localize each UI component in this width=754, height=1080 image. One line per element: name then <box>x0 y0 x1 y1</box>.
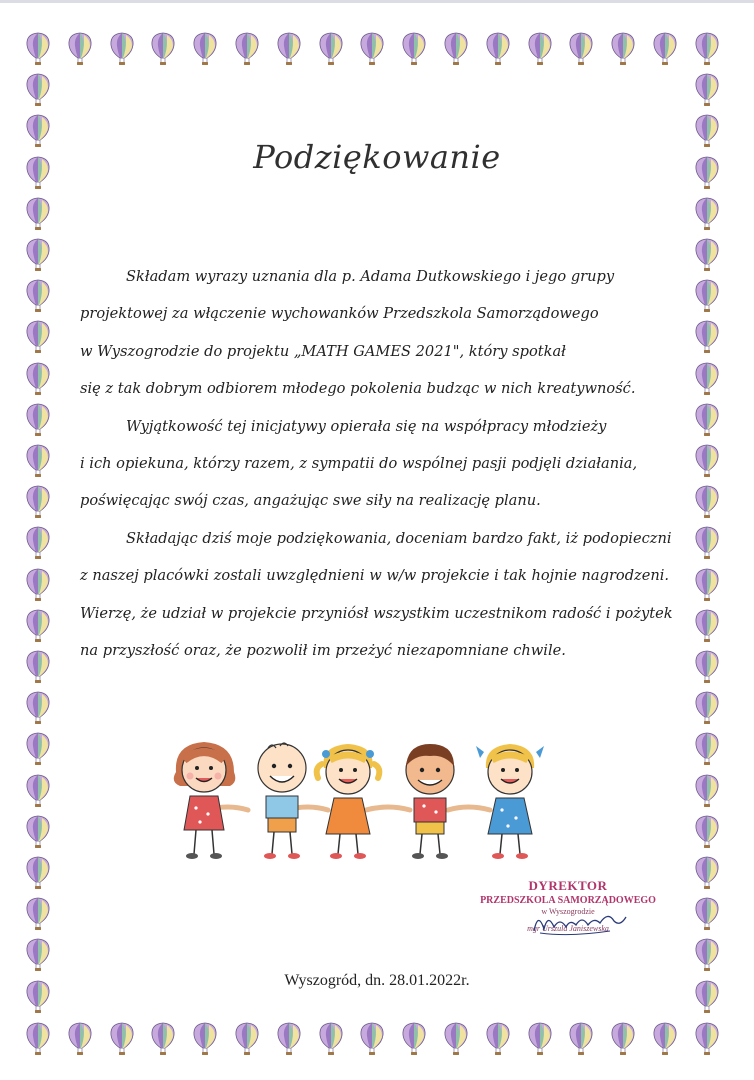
document-title: Podziękowanie <box>253 138 501 176</box>
hot-air-balloon-icon <box>485 32 511 66</box>
hot-air-balloon-icon <box>694 238 720 272</box>
hot-air-balloon-icon <box>25 691 51 725</box>
hot-air-balloon-icon <box>527 1022 553 1056</box>
hot-air-balloon-icon <box>694 856 720 890</box>
paragraph-1 <box>80 258 680 408</box>
hot-air-balloon-icon <box>25 815 51 849</box>
hot-air-balloon-icon <box>694 485 720 519</box>
date-line: Wyszogród, dn. 28.01.2022r. <box>284 972 470 989</box>
hot-air-balloon-icon <box>25 1022 51 1056</box>
text-line: projektowej za włączenie wychowanków Przedszkola Samorządowego <box>80 305 599 323</box>
hot-air-balloon-icon <box>25 485 51 519</box>
hot-air-balloon-icon <box>443 32 469 66</box>
paragraph-3 <box>80 520 680 670</box>
hot-air-balloon-icon <box>192 1022 218 1056</box>
hot-air-balloon-icon <box>694 320 720 354</box>
hot-air-balloon-icon <box>610 1022 636 1056</box>
hot-air-balloon-icon <box>25 609 51 643</box>
text-line: Wierzę, że udział w projekcie przyniósł wszystkim uczestnikom radość i pożytek <box>80 604 673 622</box>
hot-air-balloon-icon <box>694 444 720 478</box>
text-line: się z tak dobrym odbiorem młodego pokolenia budząc w nich kreatywność. <box>80 380 636 398</box>
text-line: Wyjątkowość tej inicjatywy opierała się na współpracy młodzieży <box>126 417 607 435</box>
text-line: z naszej placówki zostali uwzględnieni w w/w projekcie i tak hojnie nagrodzeni. <box>80 567 670 585</box>
hot-air-balloon-icon <box>694 403 720 437</box>
hot-air-balloon-icon <box>568 32 594 66</box>
paragraph-2 <box>80 408 680 520</box>
hot-air-balloon-icon <box>694 197 720 231</box>
letter-body <box>80 258 680 669</box>
text-line: Składając dziś moje podziękowania, doceniam bardzo fakt, iż podopieczni <box>126 529 672 547</box>
stamp-organization: PRZEDSZKOLA SAMORZĄDOWEGO <box>480 895 656 906</box>
hot-air-balloon-icon <box>25 774 51 808</box>
child-figure <box>174 742 236 859</box>
hot-air-balloon-icon <box>25 526 51 560</box>
hot-air-balloon-icon <box>25 856 51 890</box>
hot-air-balloon-icon <box>401 32 427 66</box>
hot-air-balloon-icon <box>25 732 51 766</box>
hot-air-balloon-icon <box>25 897 51 931</box>
stamp-city: w Wyszogrodzie <box>541 907 595 916</box>
hot-air-balloon-icon <box>192 32 218 66</box>
hot-air-balloon-icon <box>318 32 344 66</box>
hot-air-balloon-icon <box>694 609 720 643</box>
hot-air-balloon-icon <box>401 1022 427 1056</box>
hot-air-balloon-icon <box>694 938 720 972</box>
hot-air-balloon-icon <box>25 444 51 478</box>
hot-air-balloon-icon <box>67 32 93 66</box>
hot-air-balloon-icon <box>25 938 51 972</box>
hot-air-balloon-icon <box>67 1022 93 1056</box>
hot-air-balloon-icon <box>234 1022 260 1056</box>
hot-air-balloon-icon <box>694 32 720 66</box>
hot-air-balloon-icon <box>694 1022 720 1056</box>
child-figure <box>476 744 544 859</box>
hot-air-balloon-icon <box>25 403 51 437</box>
hot-air-balloon-icon <box>568 1022 594 1056</box>
hot-air-balloon-icon <box>25 279 51 313</box>
text-line: i ich opiekuna, którzy razem, z sympatii do wspólnej pasji podjęli działania, <box>80 455 638 473</box>
hot-air-balloon-icon <box>109 1022 135 1056</box>
hot-air-balloon-icon <box>694 815 720 849</box>
hot-air-balloon-icon <box>359 1022 385 1056</box>
hot-air-balloon-icon <box>359 32 385 66</box>
handwritten-signature <box>530 905 630 939</box>
hot-air-balloon-icon <box>234 32 260 66</box>
child-figure <box>258 743 306 859</box>
hot-air-balloon-icon <box>694 650 720 684</box>
hot-air-balloon-icon <box>694 362 720 396</box>
hot-air-balloon-icon <box>652 1022 678 1056</box>
hot-air-balloon-icon <box>25 238 51 272</box>
hot-air-balloon-icon <box>276 1022 302 1056</box>
hot-air-balloon-icon <box>694 279 720 313</box>
hot-air-balloon-icon <box>25 362 51 396</box>
hot-air-balloon-icon <box>150 1022 176 1056</box>
hot-air-balloon-icon <box>25 320 51 354</box>
hot-air-balloon-icon <box>25 73 51 107</box>
hot-air-balloon-icon <box>694 73 720 107</box>
hot-air-balloon-icon <box>25 197 51 231</box>
child-figure <box>406 744 454 859</box>
hot-air-balloon-icon <box>694 568 720 602</box>
hot-air-balloon-icon <box>25 568 51 602</box>
text-line: w Wyszogrodzie do projektu „MATH GAMES 2021", który spotkał <box>80 342 566 360</box>
hot-air-balloon-icon <box>694 526 720 560</box>
hot-air-balloon-icon <box>652 32 678 66</box>
hot-air-balloon-icon <box>318 1022 344 1056</box>
hot-air-balloon-icon <box>694 897 720 931</box>
hot-air-balloon-icon <box>25 650 51 684</box>
hot-air-balloon-icon <box>694 774 720 808</box>
hot-air-balloon-icon <box>610 32 636 66</box>
stamp-person: mgr Urszula Janiszewska <box>527 924 609 933</box>
top-edge-line <box>0 0 754 3</box>
hot-air-balloon-icon <box>527 32 553 66</box>
hot-air-balloon-icon <box>109 32 135 66</box>
child-figure <box>317 744 380 859</box>
hot-air-balloon-icon <box>443 1022 469 1056</box>
hot-air-balloon-icon <box>694 732 720 766</box>
hot-air-balloon-icon <box>694 691 720 725</box>
text-line: Składam wyrazy uznania dla p. Adama Dutkowskiego i jego grupy <box>126 268 615 285</box>
children-illustration <box>168 738 548 868</box>
hot-air-balloon-icon <box>150 32 176 66</box>
hot-air-balloon-icon <box>276 32 302 66</box>
hot-air-balloon-icon <box>25 32 51 66</box>
text-line: na przyszłość oraz, że pozwolił im przeżyć niezapomniane chwile. <box>80 642 566 660</box>
stamp-title: DYREKTOR <box>528 878 608 893</box>
hot-air-balloon-icon <box>485 1022 511 1056</box>
text-line: poświęcając swój czas, angażując swe siły na realizację planu. <box>80 492 541 510</box>
